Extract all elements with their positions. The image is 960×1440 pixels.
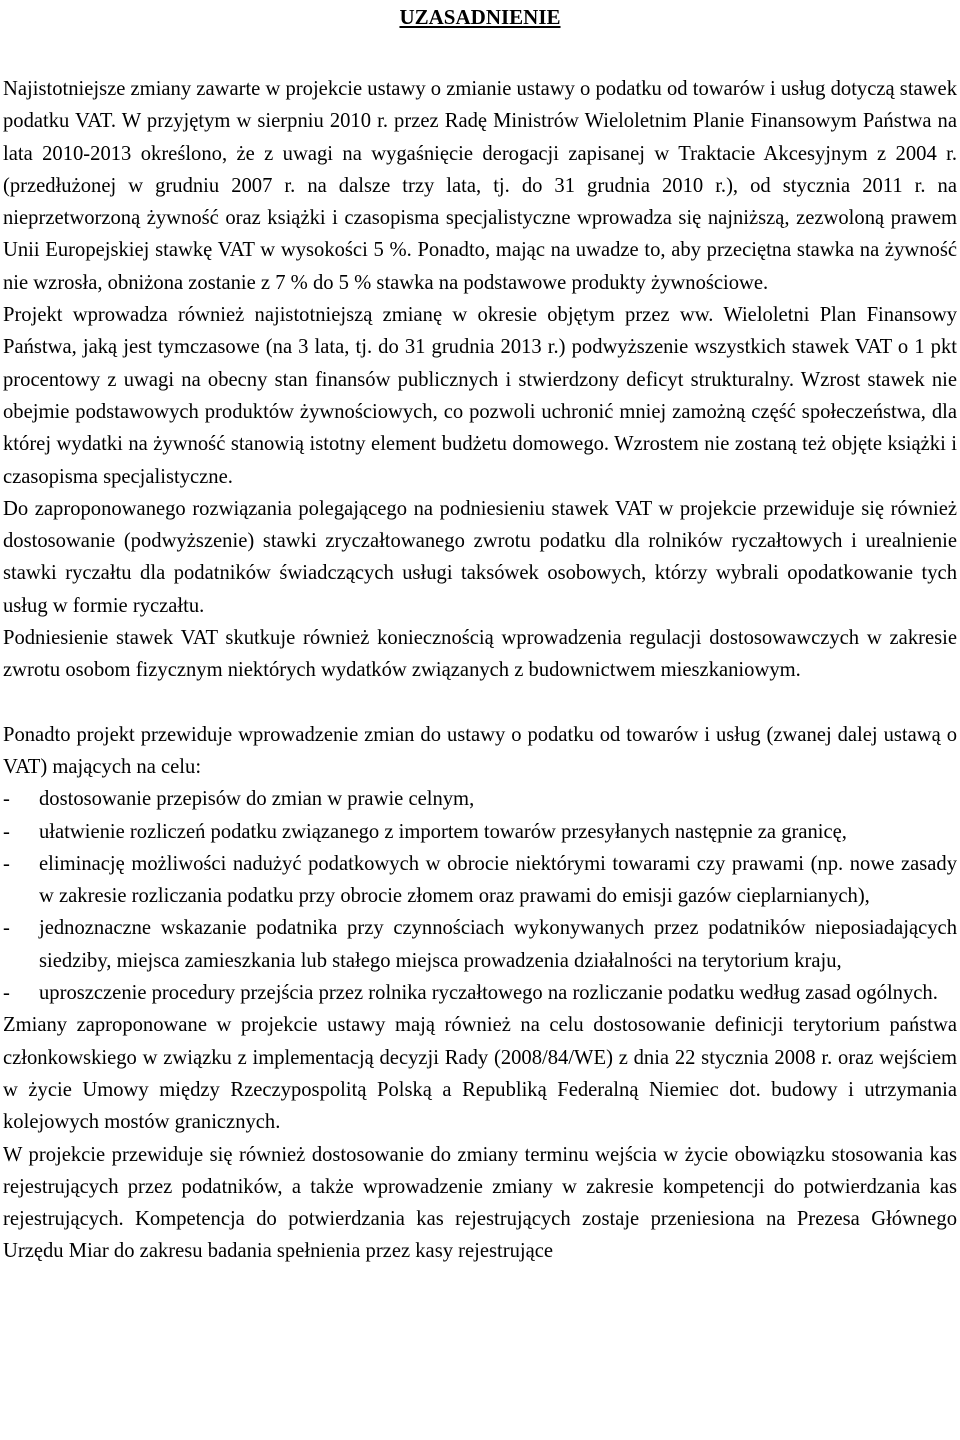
- list-item: [3, 816, 957, 848]
- document-body: [0, 73, 960, 1268]
- goals-list: [3, 783, 957, 1009]
- paragraph-housing-refund: Podniesienie stawek VAT skutkuje również koniecznością wprowadzenia regulacji dostosowawczych w zakresie zwrotu osobom fizycznym niektórych wydatków związanych z budownictwem mieszkaniowym.: [3, 627, 957, 682]
- paragraph-temporary-increase: Projekt wprowadza również najistotniejszą zmianę w okresie objętym przez ww. Wieloletni Plan Finansowy Państwa, jaką jest tymczasowe (na 3 lata, tj. do 31 grudnia 2013 r.) podwyższenie wszystkich stawek VAT o 1 pkt procentowy z uwagi na obecny stan finansów publicznych i stwierdzony deficyt strukturalny. Wzrost stawek nie obejmie podstawowych produktów żywnościowych, co pozwoli uchronić mniej zamożną część społeczeństwa, dla której wydatki na żywność stanowią istotny element budżetu domowego. Wzrostem nie zostaną też objęte książki i czasopisma specjalistyczne.: [3, 304, 957, 488]
- list-item: [3, 977, 957, 1009]
- paragraph-vat-rates-intro: Najistotniejsze zmiany zawarte w projekcie ustawy o zmianie ustawy o podatku od towarów i usług dotyczą stawek podatku VAT. W przyjętym w sierpniu 2010 r. przez Radę Ministrów Wieloletnim Planie Finansowym Państwa na lata 2010-2013 określono, że z uwagi na wygaśnięcie derogacji zapisanej w Traktacie Akcesyjnym z 2004 r. (przedłużonej w grudniu 2007 r. na dalsze trzy lata, tj. do 31 grudnia 2010 r.), od stycznia 2011 r. na nieprzetworzoną żywność oraz książki i czasopisma specjalistyczne wprowadza się najniższą, zezwoloną prawem Unii Europejskiej stawkę VAT w wysokości 5 %. Ponadto, mając na uwadze to, aby przeciętna stawka na żywność nie wzrosła, obniżona zostanie z 7 % do 5 % stawka na podstawowe produkty żywnościowe.: [3, 78, 957, 294]
- list-item-text: dostosowanie przepisów do zmian w prawie celnym,: [39, 788, 475, 811]
- list-dash: -: [3, 982, 10, 1005]
- list-item-text: uproszczenie procedury przejścia przez rolnika ryczałtowego na rozliczanie podatku według zasad ogólnych.: [39, 982, 938, 1005]
- list-dash: -: [3, 788, 10, 811]
- list-item-text: jednoznaczne wskazanie podatnika przy czynnościach wykonywanych przez podatników nieposiadających siedziby, miejsca zamieszkania lub stałego miejsca prowadzenia działalności na terytorium kraju,: [39, 917, 957, 972]
- paragraph-flat-rate-refund: Do zaproponowanego rozwiązania polegającego na podniesieniu stawek VAT w projekcie przewiduje się również dostosowanie (podwyższenie) stawki zryczałtowanego zwrotu podatku dla rolników ryczałtowych i urealnienie stawki ryczałtu dla podatników świadczących usługi taksówek osobowych, którzy wybrali opodatkowanie tych usług w formie ryczałtu.: [3, 497, 957, 617]
- paragraph-cash-registers: W projekcie przewiduje się również dostosowanie do zmiany terminu wejścia w życie obowiązku stosowania kas rejestrujących przez podatników, a także wprowadzenie zmiany w zakresie kompetencji do potwierdzania kas rejestrujących. Kompetencja do potwierdzania kas rejestrujących zostaje przeniesiona na Prezesa Głównego Urzędu Miar do zakresu badania spełnienia przez kasy rejestrujące: [3, 1143, 957, 1263]
- list-item: [3, 912, 957, 977]
- paragraph-territory-definition: Zmiany zaproponowane w projekcie ustawy mają również na celu dostosowanie definicji terytorium państwa członkowskiego w związku z implementacją decyzji Rady (2008/84/WE) z dnia 22 stycznia 2008 r. oraz wejściem w życie Umowy między Rzeczypospolitą Polską a Republiką Federalną Niemiec dot. budowy i utrzymania kolejowych mostów granicznych.: [3, 1014, 957, 1134]
- list-dash: -: [3, 820, 10, 843]
- list-item: [3, 848, 957, 913]
- list-dash: -: [3, 852, 10, 875]
- list-item-text: eliminację możliwości nadużyć podatkowych w obrocie niektórymi towarami czy prawami (np. nowe zasady w zakresie rozliczania podatku przy obrocie złomem oraz prawami do emisji gazów cieplarnianych),: [39, 852, 957, 908]
- paragraph-list-intro: Ponadto projekt przewiduje wprowadzenie zmian do ustawy o podatku od towarów i usług (zwanej dalej ustawą o VAT) mających na celu:: [3, 723, 957, 778]
- list-dash: -: [3, 917, 10, 940]
- list-item-text: ułatwienie rozliczeń podatku związanego z importem towarów przesyłanych następnie za granicę,: [39, 820, 847, 843]
- list-item: [3, 783, 957, 815]
- document-title: UZASADNIENIE: [399, 5, 561, 29]
